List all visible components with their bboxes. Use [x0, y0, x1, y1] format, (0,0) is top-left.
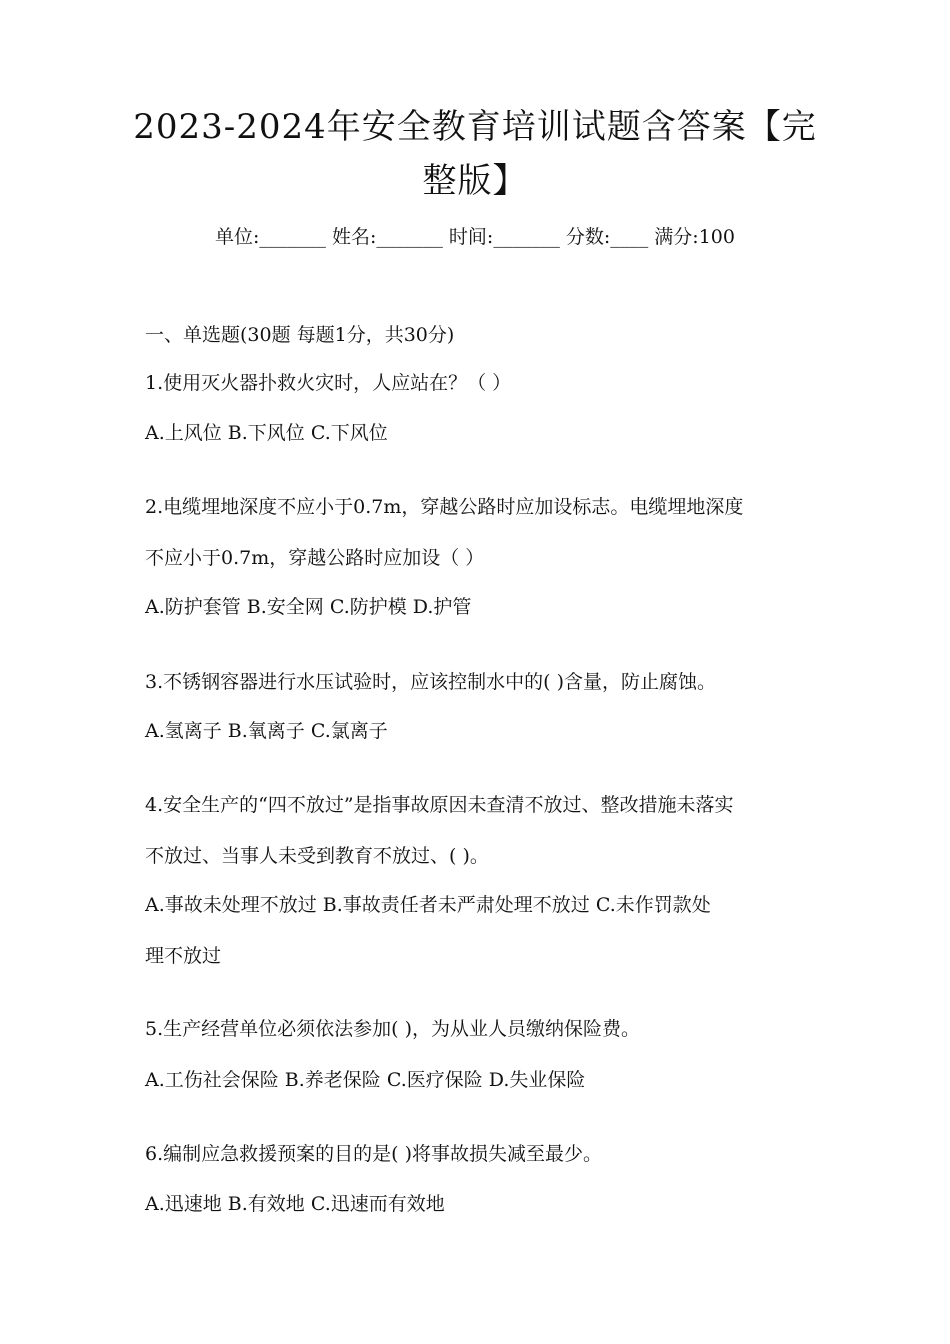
question-2-stem-line-1: 2.电缆埋地深度不应小于0.7m，穿越公路时应加设标志。电缆埋地深度 — [145, 496, 744, 518]
question-5-options: A.工伤社会保险 B.养老保险 C.医疗保险 D.失业保险 — [145, 1069, 586, 1091]
document-title — [120, 100, 830, 208]
question-4-stem-line-1: 4.安全生产的“四不放过”是指事故原因未查清不放过、整改措施未落实 — [145, 794, 734, 816]
question-2-options: A.防护套管 B.安全网 C.防护模 D.护管 — [145, 596, 472, 618]
question-1-options: A.上风位 B.下风位 C.下风位 — [145, 422, 388, 444]
question-3-stem: 3.不锈钢容器进行水压试验时，应该控制水中的( )含量，防止腐蚀。 — [145, 671, 716, 693]
question-4-options-line-1: A.事故未处理不放过 B.事故责任者未严肃处理不放过 C.未作罚款处 — [145, 894, 711, 916]
question-2-stem-line-2: 不应小于0.7m，穿越公路时应加设（ ） — [145, 547, 485, 569]
question-5-stem: 5.生产经营单位必须依法参加( )，为从业人员缴纳保险费。 — [145, 1018, 640, 1040]
question-4-options-line-2: 理不放过 — [145, 945, 222, 967]
question-6-stem: 6.编制应急救援预案的目的是( )将事故损失减至最少。 — [145, 1143, 602, 1165]
question-4-stem-line-2: 不放过、当事人未受到教育不放过、( )。 — [145, 845, 489, 867]
section-heading: 一、单选题(30题 每题1分，共30分) — [145, 324, 455, 346]
title-line-1: 2023-2024年安全教育培训试题含答案【完 — [133, 107, 817, 147]
info-line: 单位:_______ 姓名:_______ 时间:_______ 分数:____ 满分:100 — [215, 226, 735, 248]
question-1-stem: 1.使用灭火器扑救火灾时，人应站在？（ ） — [145, 372, 512, 394]
question-6-options: A.迅速地 B.有效地 C.迅速而有效地 — [145, 1193, 445, 1215]
question-3-options: A.氢离子 B.氧离子 C.氯离子 — [145, 720, 388, 742]
title-line-2: 整版】 — [422, 161, 528, 201]
